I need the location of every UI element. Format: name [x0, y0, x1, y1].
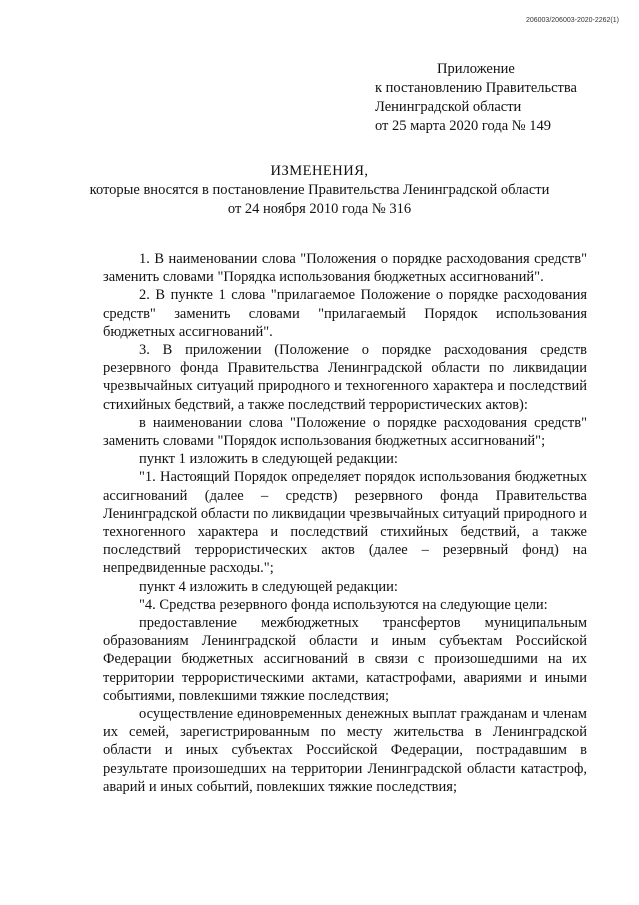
document-body: [103, 250, 587, 796]
body-paragraph: осуществление единовременных денежных выплат гражданам и членам их семей, зарегистрированным по месту жительства в Ленинградской области и иных субъектах Российской Федерации, пострадавшим в результате произошедших на территории Ленинградской области катастроф, аварий и иных событий, повлекших тяжкие последствия;: [103, 706, 587, 795]
appendix-header: [375, 60, 577, 136]
body-paragraph: "4. Средства резервного фонда используются на следующие цели:: [139, 596, 548, 613]
title-subtitle-date: от 24 ноября 2010 года № 316: [227, 201, 412, 217]
appendix-label: Приложение: [437, 61, 515, 77]
body-paragraph: 1. В наименовании слова "Положения о порядке расходования средств" заменить словами "Порядка использования бюджетных ассигнований".: [103, 251, 587, 286]
body-paragraph: в наименовании слова "Положение о порядке расходования средств" заменить словами "Порядок использования бюджетных ассигнований";: [103, 414, 587, 450]
appendix-region: Ленинградской области: [375, 99, 522, 115]
body-paragraph: предоставление межбюджетных трансфертов муниципальным образованиям Ленинградской области и иным субъектам Российской Федерации бюджетных ассигнований в связи с произошедшими на их территории террористическими актами, катастрофами, авариями и иными событиями, повлекшими тяжкие последствия;: [103, 615, 587, 704]
body-paragraph: 3. В приложении (Положение о порядке расходования средств резервного фонда Правительства Ленинградской области по ликвидации чрезвычайных ситуаций природного и техногенного характера и последствий стихийных бедствий, а также последствий террористических актов):: [103, 342, 587, 413]
appendix-date-number: от 25 марта 2020 года № 149: [375, 118, 551, 134]
title-subtitle: которые вносятся в постановление Правительства Ленинградской области: [89, 182, 550, 198]
document-title: [0, 162, 639, 219]
body-paragraph: пункт 4 изложить в следующей редакции:: [139, 578, 398, 595]
body-paragraph: пункт 1 изложить в следующей редакции:: [139, 451, 398, 468]
appendix-resolution-ref: к постановлению Правительства: [375, 80, 577, 96]
document-id: 206003/206003-2020-2262(1): [525, 17, 619, 24]
body-paragraph: 2. В пункте 1 слова "прилагаемое Положение о порядке расходования средств" заменить словами "прилагаемый Порядок использования бюджетных ассигнований".: [103, 287, 587, 340]
body-paragraph: "1. Настоящий Порядок определяет порядок использования бюджетных ассигнований (далее – средств) резервного фонда Правительства Ленинградской области по ликвидации чрезвычайных ситуаций природного и техногенного характера и последствий стихийных бедствий, а также последствий террористических актов (далее – резервный фонд) на непредвиденные расходы.";: [103, 469, 587, 577]
title-main: ИЗМЕНЕНИЯ,: [270, 163, 369, 179]
